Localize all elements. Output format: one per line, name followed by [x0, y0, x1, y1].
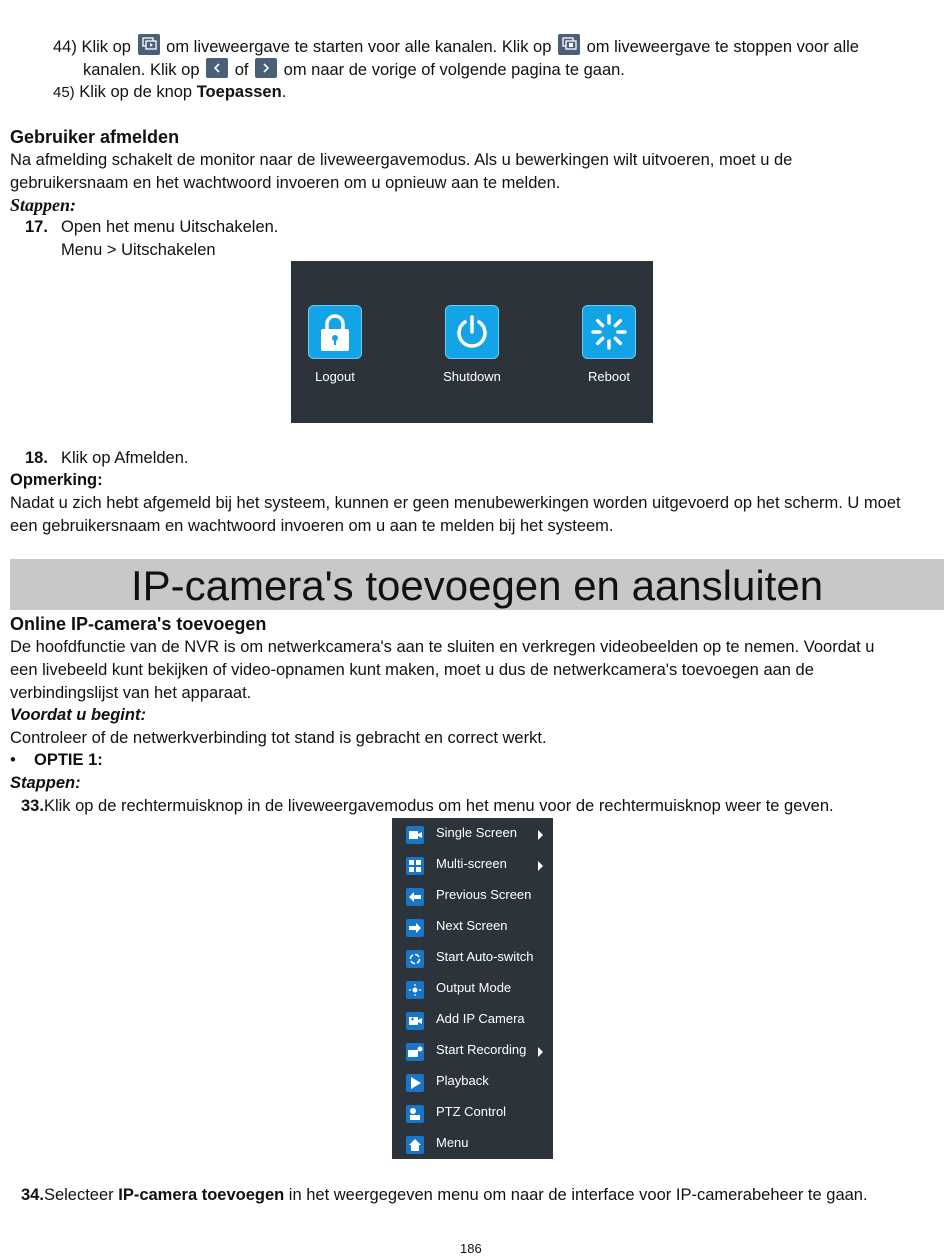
step-34: [21, 1184, 868, 1206]
step-text: .: [281, 83, 287, 101]
submenu-arrow-icon: [538, 861, 543, 871]
step-number: 44): [53, 38, 77, 56]
arrow-left-icon: [406, 888, 424, 906]
shutdown-label: Shutdown: [443, 369, 501, 384]
step-text: om naar de vorige of volgende pagina te gaan.: [283, 61, 625, 79]
step-33: [21, 795, 834, 817]
shutdown-button[interactable]: [445, 305, 499, 359]
step-17-menu-path: Menu > Uitschakelen: [61, 241, 216, 259]
submenu-arrow-icon: [538, 1047, 543, 1057]
cycle-icon: [406, 950, 424, 968]
step-17: [25, 216, 48, 238]
steps-label: Stappen:: [10, 774, 81, 792]
step-text: of: [234, 61, 249, 79]
paragraph: verbindingslijst van het apparaat.: [10, 684, 252, 702]
option-label: OPTIE 1:: [34, 751, 103, 769]
logout-label: Logout: [315, 369, 355, 384]
stop-live-view-icon: [558, 34, 580, 55]
power-icon: [445, 305, 499, 359]
menu-item-previous-screen[interactable]: [392, 883, 553, 913]
sun-icon: [406, 981, 424, 999]
grid-icon: [406, 857, 424, 875]
note-text: een gebruikersnaam en wachtwoord invoeren om u aan te melden bij het systeem.: [10, 517, 614, 535]
step-text: kanalen. Klik op: [83, 61, 200, 79]
menu-item-label: Start Auto-switch: [436, 949, 534, 964]
menu-item-label: Add IP Camera: [436, 1011, 525, 1026]
camera-icon: [406, 826, 424, 844]
reboot-label: Reboot: [588, 369, 630, 384]
section-heading-online-ip-camera: Online IP-camera's toevoegen: [10, 614, 267, 634]
menu-item-add-ip-camera[interactable]: [392, 1007, 553, 1037]
arrow-right-icon: [406, 919, 424, 937]
step-text: Klik op: [81, 38, 131, 56]
step-number: 17.: [25, 218, 48, 236]
previous-page-icon: [206, 58, 228, 78]
menu-item-single-screen[interactable]: [392, 821, 553, 851]
step-text: Klik op de knop: [79, 83, 197, 101]
step-number: 18.: [25, 449, 48, 467]
add-camera-icon: [406, 1012, 424, 1030]
paragraph: een livebeeld kunt bekijken of video-opnamen kunt maken, moet u dus de netwerkcamera's toevoegen aan de: [10, 661, 814, 679]
reboot-button[interactable]: [582, 305, 636, 359]
steps-label: Stappen:: [10, 195, 77, 215]
menu-item-label: PTZ Control: [436, 1104, 507, 1119]
menu-item-output-mode[interactable]: [392, 976, 553, 1006]
menu-item-label: Menu: [436, 1135, 469, 1150]
bullet: •: [10, 751, 16, 769]
menu-item-label: Playback: [436, 1073, 489, 1088]
step-number: 33.: [21, 797, 44, 815]
reboot-spinner-icon: [582, 305, 636, 359]
step-18-text: Klik op Afmelden.: [61, 449, 189, 467]
step-number: 45): [53, 84, 75, 101]
menu-item-label: Previous Screen: [436, 887, 532, 902]
before-you-start-text: Controleer of de netwerkverbinding tot stand is gebracht en correct werkt.: [10, 729, 547, 747]
menu-item-menu[interactable]: [392, 1131, 553, 1161]
step-18: [25, 447, 48, 469]
menu-item-start-recording[interactable]: [392, 1038, 553, 1068]
ptz-icon: [406, 1105, 424, 1123]
step-17-text: Open het menu Uitschakelen.: [61, 218, 279, 236]
menu-item-start-auto-switch[interactable]: [392, 945, 553, 975]
menu-item-multi-screen[interactable]: [392, 852, 553, 882]
step-44-line-2: [83, 58, 625, 81]
step-text: om liveweergave te stoppen voor alle: [586, 38, 859, 56]
lock-icon: [308, 305, 362, 359]
step-number: 34.: [21, 1186, 44, 1204]
apply-button-name: Toepassen: [196, 83, 282, 101]
record-icon: [406, 1043, 424, 1061]
menu-item-label: Output Mode: [436, 980, 512, 995]
menu-item-label: Start Recording: [436, 1042, 527, 1057]
paragraph: De hoofdfunctie van de NVR is om netwerkcamera's aan te sluiten en verkregen videobeelden op te nemen. Voordat u: [10, 638, 875, 656]
step-44-line-1: [53, 34, 859, 58]
right-click-context-menu: [392, 818, 553, 1159]
note-text: Nadat u zich hebt afgemeld bij het systeem, kunnen er geen menubewerkingen worden uitgevoerd op het scherm. U moet: [10, 494, 901, 512]
step-text: om liveweergave te starten voor alle kanalen. Klik op: [166, 38, 552, 56]
page-number: 186: [460, 1241, 482, 1256]
step-text: Klik op de rechtermuisknop in de liveweergavemodus om het menu voor de rechtermuisknop weer te geven.: [43, 797, 834, 815]
section-heading-logout: Gebruiker afmelden: [10, 127, 180, 147]
submenu-arrow-icon: [538, 830, 543, 840]
next-page-icon: [255, 58, 277, 78]
before-you-start-label: Voordat u begint:: [10, 706, 146, 724]
paragraph: gebruikersnaam en het wachtwoord invoeren om u opnieuw aan te melden.: [10, 174, 561, 192]
paragraph: Na afmelding schakelt de monitor naar de liveweergavemodus. Als u bewerkingen wilt uitvoeren, moet u de: [10, 151, 793, 169]
chapter-banner: IP-camera's toevoegen en aansluiten: [10, 559, 944, 610]
menu-item-playback[interactable]: [392, 1069, 553, 1099]
menu-item-ptz-control[interactable]: [392, 1100, 553, 1130]
menu-item-label: Single Screen: [436, 825, 517, 840]
note-label: Opmerking:: [10, 471, 103, 489]
logout-button[interactable]: [308, 305, 362, 359]
add-ip-camera-option-name: IP-camera toevoegen: [118, 1186, 285, 1204]
menu-item-next-screen[interactable]: [392, 914, 553, 944]
step-text: in het weergegeven menu om naar de interface voor IP-camerabeheer te gaan.: [284, 1186, 868, 1204]
shutdown-panel: [291, 261, 653, 423]
play-icon: [406, 1074, 424, 1092]
menu-item-label: Multi-screen: [436, 856, 507, 871]
home-icon: [406, 1136, 424, 1154]
menu-item-label: Next Screen: [436, 918, 508, 933]
step-45: [53, 81, 286, 104]
start-live-view-icon: [138, 34, 160, 55]
step-text: Selecteer: [43, 1186, 119, 1204]
